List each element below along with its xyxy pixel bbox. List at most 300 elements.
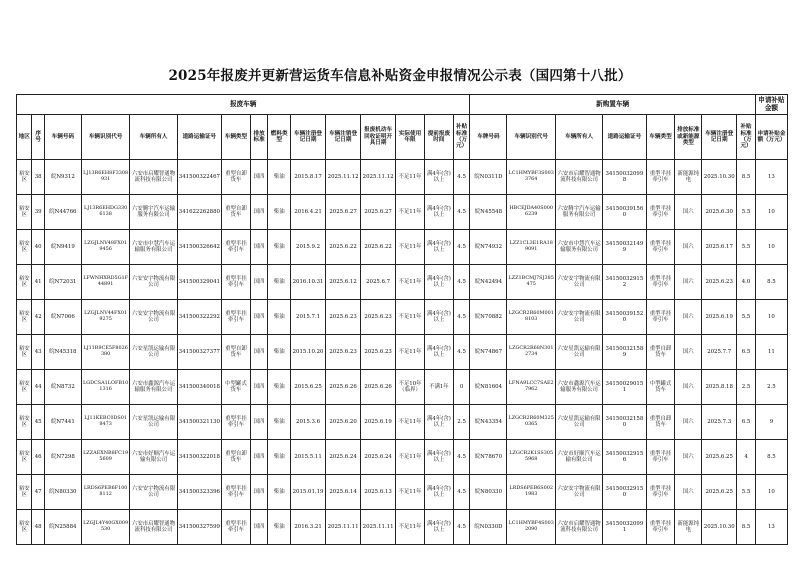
column-header: 车辆类型 [222,115,251,160]
table-cell: 2025.10.30 [702,160,737,195]
table-cell: 2025.6.22 [361,230,396,265]
table-cell: 341500326642 [177,230,221,265]
table-cell: 皖N78670 [470,440,507,475]
column-header: 道路运输证号 [603,115,646,160]
table-cell: 2025.11.11 [361,510,396,545]
table-cell: 皖N80330 [470,475,507,510]
table-cell: 满4年(含)以上 [424,510,453,545]
table-cell: 5.5 [737,300,756,335]
table-cell: 国四 [250,440,268,475]
table-cell: 裕安区 [17,475,32,510]
column-header: 申请补贴金额（万元） [755,115,787,160]
table-cell: 皖N9312 [44,160,81,195]
table-cell: 皖N43354 [470,405,507,440]
table-cell: 341500321580 [603,405,646,440]
table-cell: 4.5 [453,335,470,370]
table-cell: LZGJLNV44FX019275 [81,300,129,335]
column-header: 车辆号码 [44,115,81,160]
table-cell: 柴油 [268,440,291,475]
table-cell: LJ13R6EHDG3306138 [81,195,129,230]
table-cell: 新能源纯电 [675,160,702,195]
table-cell: 六安市好顺汽车运输有限公司 [130,440,177,475]
table-cell: 5.5 [737,195,756,230]
table-cell: 国四 [250,230,268,265]
table-cell: 43 [32,335,44,370]
table-cell: 45 [32,405,44,440]
table-cell: LZGCR2R68N3012734 [507,335,555,370]
table-cell: 裕安区 [17,265,32,300]
table-cell: 8.5 [737,160,756,195]
table-cell: 2025.6.23 [361,300,396,335]
table-cell: 六安市启耀智通物流科技有限公司 [555,160,602,195]
table-cell: 六安安宇物流有限公司 [130,300,177,335]
table-cell: 341500322018 [177,440,221,475]
table-cell: 10 [755,300,787,335]
column-header: 提前报废时间 [424,115,453,160]
table-cell: 不足11年 [396,195,425,230]
table-cell: 皖N72031 [44,265,81,300]
table-cell: 2015.7.1 [291,300,326,335]
table-cell: 2015.01.19 [291,475,326,510]
table-cell: 10 [755,230,787,265]
table-cell: 国六 [675,475,702,510]
table-cell: 不足11年 [396,160,425,195]
table-cell: 2025.6.13 [361,475,396,510]
table-row [17,230,788,265]
table-cell: 4.5 [453,440,470,475]
table-row [17,265,788,300]
table-cell: 341500391520 [603,300,646,335]
column-header: 补贴标准（万元） [453,115,470,160]
table-cell: 2025.6.26 [361,370,396,405]
table-cell: 满4年(含)以上 [424,195,453,230]
table-cell: 2025.6.22 [326,230,361,265]
column-header-row [17,115,788,160]
column-header: 地区 [17,115,32,160]
column-header: 道路运输证号 [177,115,221,160]
table-cell: 2.5 [755,370,787,405]
table-cell: 不足11年 [396,335,425,370]
table-cell: LC1HMYBF3S0033764 [507,160,555,195]
table-cell: 皖N45548 [470,195,507,230]
table-cell: 不满1年 [424,370,453,405]
table-cell: LZGJLNV48FX019456 [81,230,129,265]
table-cell: 六安安宇物流有限公司 [555,475,602,510]
table-cell: 皖N25884 [44,510,81,545]
table-cell: 4.5 [453,195,470,230]
table-cell: 2025.6.23 [702,265,737,300]
table-cell: 不足11年 [396,265,425,300]
table-cell: 重型半挂牵引车 [222,230,251,265]
table-cell: 国四 [250,370,268,405]
column-header: 车辆注销登记日期 [326,115,361,160]
table-cell: 2015.9.2 [291,230,326,265]
table-row [17,300,788,335]
table-cell: 2025.8.18 [702,370,737,405]
table-cell: 皖N81604 [470,370,507,405]
column-header: 车牌号码 [470,115,507,160]
table-cell: 46 [32,440,44,475]
table-cell: 2025.11.12 [361,160,396,195]
table-cell: 341500290151 [603,370,646,405]
table-cell: 11 [755,335,787,370]
table-cell: 裕安区 [17,440,32,475]
group-header-new: 新购置车辆 [470,95,755,115]
table-cell: 柴油 [268,335,291,370]
table-cell: 341500320991 [603,510,646,545]
table-cell: 满4年(含)以上 [424,230,453,265]
table-cell: 皖N8732 [44,370,81,405]
table-row [17,195,788,230]
table-cell: LGDCSA1LOFB101316 [81,370,129,405]
table-cell: 满4年(含)以上 [424,300,453,335]
table-cell: 皖N0311D [470,160,507,195]
table-cell: 2016.3.21 [291,510,326,545]
table-cell: 皖N70882 [470,300,507,335]
table-cell: 重型半挂牵引车 [646,230,675,265]
table-cell: 2025.6.19 [702,300,737,335]
table-cell: 341500329150 [603,475,646,510]
table-cell: 2015.10.20 [291,335,326,370]
table-cell: 六安腾宇汽车运输服务有限公司 [555,195,602,230]
table-cell: 重型半挂牵引车 [646,440,675,475]
group-header-subsidy: 申请补贴金额 [755,95,787,115]
table-cell: 柴油 [268,195,291,230]
table-cell: 2025.6.24 [361,440,396,475]
table-cell: 不足11年 [396,440,425,475]
column-header: 报废机动车回收证明开具日期 [361,115,396,160]
table-cell: 10 [755,475,787,510]
table-cell: 2025.6.24 [326,440,361,475]
table-cell: LZZ1CL3E1RA189091 [507,230,555,265]
table-cell: 六安市启耀智通物流科技有限公司 [555,510,602,545]
table-cell: 皖N7066 [44,300,81,335]
table-cell: LC1HMYBF4S0032090 [507,510,555,545]
column-header: 车辆识别代号 [81,115,129,160]
table-row [17,335,788,370]
column-header: 车辆所有人 [555,115,602,160]
table-cell: 不足11年 [396,405,425,440]
table-cell: 六安星凯运输有限公司 [130,405,177,440]
table-cell: 国六 [675,405,702,440]
table-cell: 重型半挂牵引车 [646,160,675,195]
table-cell: 2025.6.14 [326,475,361,510]
table-cell: 中型罐式货车 [646,370,675,405]
table-cell: 2025.6.19 [361,405,396,440]
table-cell: 六安星凯运输有限公司 [555,335,602,370]
table-cell: 341500329152 [603,265,646,300]
table-cell: 皖N0330D [470,510,507,545]
table-cell: 4.5 [453,230,470,265]
table-row [17,510,788,545]
table-cell: 4.5 [453,300,470,335]
table-cell: 不足11年 [396,230,425,265]
table-cell: 裕安区 [17,160,32,195]
table-cell: 不足11年 [396,510,425,545]
table-cell: 8.5 [755,440,787,475]
table-cell: LZGCR2R60M3250365 [507,405,555,440]
table-cell: 国六 [675,370,702,405]
table-cell: 满4年(含)以上 [424,405,453,440]
table-cell: 4.5 [453,475,470,510]
table-cell: 六安腾宇汽车运输服务有限公司 [130,195,177,230]
table-cell: 重型半挂牵引车 [222,300,251,335]
table-cell: 皖N9419 [44,230,81,265]
table-cell: 2025.6.26 [326,370,361,405]
table-cell: 六安市中慧汽车运输服务有限公司 [130,230,177,265]
table-cell: 满4年(含)以上 [424,440,453,475]
table-cell: 重型自卸货车 [646,335,675,370]
table-cell: LFNA9LCC7SAE27962 [507,370,555,405]
table-cell: 皖N42494 [470,265,507,300]
table-cell: 重型半挂牵引车 [222,265,251,300]
column-header: 排放标准 [250,115,268,160]
table-cell: 341622262880 [177,195,221,230]
table-cell: 2025.7.3 [702,405,737,440]
table-cell: LRDS6PEB6S0021983 [507,475,555,510]
table-cell: 重型自卸货车 [222,195,251,230]
table-cell: 裕安区 [17,300,32,335]
table-cell: LFWNHXRD5G1F44891 [81,265,129,300]
table-cell: 38 [32,160,44,195]
table-cell: 裕安区 [17,510,32,545]
table-cell: LJ11KEBC0DS018473 [81,405,129,440]
table-cell: 国六 [675,230,702,265]
table-cell: 2015.6.25 [291,370,326,405]
table-cell: 重型自卸货车 [222,335,251,370]
table-cell: 6.5 [737,335,756,370]
table-cell: 2016.4.21 [291,195,326,230]
table-cell: 341500320998 [603,160,646,195]
table-cell: 皖N74867 [470,335,507,370]
column-header: 燃料类型 [268,115,291,160]
table-cell: 2.5 [737,370,756,405]
table-cell: 2025.11.11 [326,510,361,545]
table-cell: 0 [453,370,470,405]
group-header-scrapped: 报废车辆 [17,95,470,115]
table-cell: 2025.10.30 [702,510,737,545]
table-cell: 2025.6.25 [702,475,737,510]
table-row [17,160,788,195]
table-cell: 国六 [675,265,702,300]
table-cell: 2025.6.20 [326,405,361,440]
column-header: 序号 [32,115,44,160]
table-cell: LRDS6PEB6F1008112 [81,475,129,510]
table-cell: 2025.11.12 [326,160,361,195]
table-cell: 2025.6.12 [326,265,361,300]
table-cell: 裕安区 [17,370,32,405]
table-cell: 341500327377 [177,335,221,370]
table-row [17,405,788,440]
table-cell: 42 [32,300,44,335]
table-cell: 2025.6.17 [702,230,737,265]
column-header: 车辆注册登记日期 [291,115,326,160]
table-cell: 柴油 [268,475,291,510]
column-header: 补贴标准（万元） [737,115,756,160]
table-cell: 国四 [250,265,268,300]
table-cell: 2025.6.27 [326,195,361,230]
table-cell: 重型自卸货车 [222,160,251,195]
table-cell: 皖N7441 [44,405,81,440]
table-cell: LJ11R9CE5F8026380 [81,335,129,370]
table-cell: LZZAEXNB8FC195609 [81,440,129,475]
table-body [17,160,788,545]
table-cell: 六安星凯运输有限公司 [130,335,177,370]
table-cell: 柴油 [268,370,291,405]
table-cell: 341500329041 [177,265,221,300]
table-cell: 341500322292 [177,300,221,335]
table-cell: 4.5 [453,160,470,195]
table-cell: 2016.10.31 [291,265,326,300]
table-cell: 六安星凯运输有限公司 [555,405,602,440]
table-cell: 国四 [250,195,268,230]
table-cell: 国六 [675,300,702,335]
table-cell: 六安市启耀智通物流科技有限公司 [130,510,177,545]
table-cell: 341500321499 [603,230,646,265]
table-cell: 5.5 [737,475,756,510]
table-cell: LZGCR2K1SS3055968 [507,440,555,475]
table-cell: 国六 [675,335,702,370]
table-cell: 重型自卸货车 [646,405,675,440]
table-cell: 皖N74932 [470,230,507,265]
table-cell: 341500322467 [177,160,221,195]
table-cell: 341500321130 [177,405,221,440]
table-cell: 柴油 [268,405,291,440]
table-cell: 2.5 [453,405,470,440]
table-cell: 不足11年 [396,475,425,510]
table-cell: 39 [32,195,44,230]
table-cell: 满4年(含)以上 [424,475,453,510]
table-cell: 41 [32,265,44,300]
table-cell: 满4年(含)以上 [424,160,453,195]
table-row [17,370,788,405]
table-row [17,440,788,475]
table-cell: 8.5 [755,265,787,300]
page-title: 2025年报废并更新营运货车信息补贴资金申报情况公示表（国四第十八批） [168,68,632,84]
table-cell: 皖N44766 [44,195,81,230]
column-header: 实际使用年限 [396,115,425,160]
table-cell: LZGCR2R60M0018103 [507,300,555,335]
table-cell: 2015.8.17 [291,160,326,195]
table-cell: 4.5 [453,510,470,545]
table-cell: 2025.6.23 [326,335,361,370]
table-cell: 满4年(含)以上 [424,335,453,370]
table-cell: 重型半挂牵引车 [646,195,675,230]
subsidy-table [16,94,788,545]
table-cell: 13 [755,160,787,195]
table-cell: 341500329156 [603,440,646,475]
table-cell: 六安市好顺汽车运输有限公司 [555,440,602,475]
table-cell: 国六 [675,195,702,230]
table-cell: 10 [755,195,787,230]
column-header: 车辆所有人 [130,115,177,160]
table-cell: 不足10年（临界） [396,370,425,405]
table-cell: 裕安区 [17,230,32,265]
table-cell: 9 [755,405,787,440]
table-cell: 六安安宇物流有限公司 [555,265,602,300]
table-cell: 柴油 [268,230,291,265]
column-header: 车辆识别代号 [507,115,555,160]
table-cell: 皖N80330 [44,475,81,510]
table-cell: 国四 [250,160,268,195]
table-cell: 40 [32,230,44,265]
table-cell: 重型半挂牵引车 [222,510,251,545]
table-cell: 六安市中慧汽车运输服务有限公司 [555,230,602,265]
table-cell: 48 [32,510,44,545]
column-header: 排放标准或新能源类型 [675,115,702,160]
table-cell: 重型半挂牵引车 [646,300,675,335]
table-row [17,475,788,510]
table-cell: 六安安宇物流有限公司 [130,265,177,300]
table-cell: 六安市启耀智通物流科技有限公司 [130,160,177,195]
table-cell: 6.5 [737,405,756,440]
table-cell: 柴油 [268,160,291,195]
table-cell: 新能源纯电 [675,510,702,545]
table-cell: 4 [737,440,756,475]
table-cell: 2025.6.23 [326,300,361,335]
table-cell: 2025.6.7 [361,265,396,300]
table-cell: 2025.6.27 [361,195,396,230]
table-cell: 44 [32,370,44,405]
table-cell: 裕安区 [17,195,32,230]
table-cell: 4.0 [737,265,756,300]
table-cell: LZZ1BCMJ7SJ385475 [507,265,555,300]
table-cell: 国四 [250,300,268,335]
table-cell: 柴油 [268,265,291,300]
table-cell: 国四 [250,510,268,545]
table-cell: 2015.5.11 [291,440,326,475]
table-cell: 皖N7298 [44,440,81,475]
table-cell: 2025.6.30 [702,195,737,230]
table-cell: 341500321589 [603,335,646,370]
table-cell: 国六 [675,440,702,475]
table-cell: 341500340018 [177,370,221,405]
table-cell: 皖N45318 [44,335,81,370]
table-cell: 重型半挂牵引车 [222,475,251,510]
table-cell: 重型半挂牵引车 [222,405,251,440]
table-cell: 2025.7.7 [702,335,737,370]
table-cell: HBCEJDA40S0006239 [507,195,555,230]
table-cell: 2025.6.25 [702,440,737,475]
table-cell: 六安安宇物流有限公司 [130,475,177,510]
table-cell: 不足11年 [396,300,425,335]
table-cell: 满4年(含)以上 [424,265,453,300]
table-cell: 5.5 [737,230,756,265]
table-cell: LJ13R6EH8F3308931 [81,160,129,195]
table-cell: 六安市鑫源汽车运输服务有限公司 [555,370,602,405]
table-cell: 2025.6.23 [361,335,396,370]
table-cell: 341500323396 [177,475,221,510]
table-cell: 4.5 [453,265,470,300]
table-cell: 国四 [250,335,268,370]
table-cell: 8.5 [737,510,756,545]
table-cell: 柴油 [268,510,291,545]
table-cell: 国四 [250,475,268,510]
table-cell: 2015.3.6 [291,405,326,440]
table-cell: 中型罐式货车 [222,370,251,405]
table-cell: 13 [755,510,787,545]
table-cell: 重型半挂牵引车 [646,510,675,545]
table-cell: LZGJL4Y40GX009530 [81,510,129,545]
table-cell: 341500391560 [603,195,646,230]
table-cell: 六安安宇物流有限公司 [555,300,602,335]
table-cell: 裕安区 [17,335,32,370]
column-header: 车辆注册登记日期 [702,115,737,160]
table-cell: 重型自卸货车 [222,440,251,475]
table-cell: 47 [32,475,44,510]
table-cell: 重型半挂牵引车 [646,265,675,300]
table-cell: 国四 [250,405,268,440]
